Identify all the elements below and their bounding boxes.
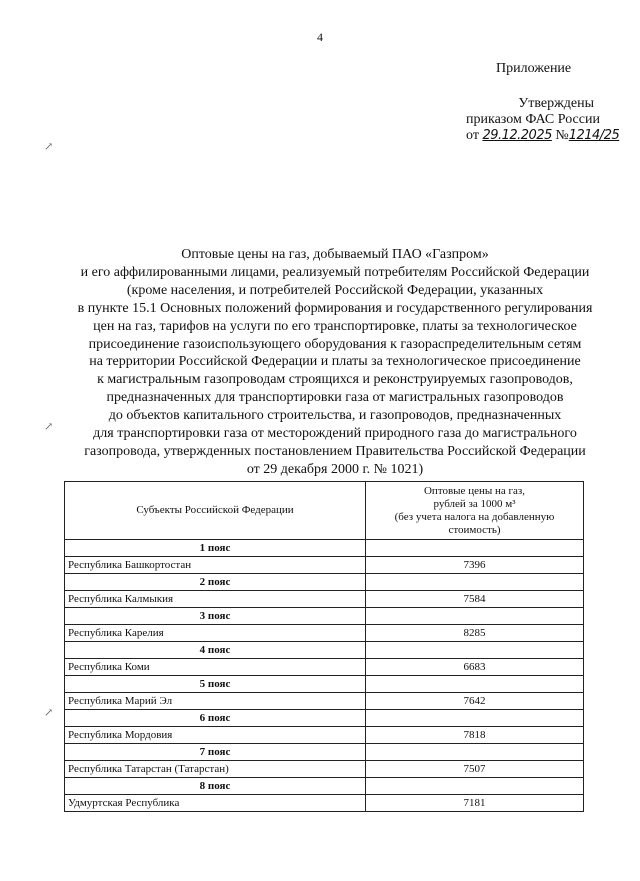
zone-row (65, 676, 584, 693)
title-line: цен на газ, тарифов на услуги по его транспортировке, платы за технологическое (93, 318, 577, 334)
table-row (65, 795, 584, 812)
region-cell: Республика Татарстан (Татарстан) (65, 761, 366, 778)
price-cell: 7507 (366, 761, 584, 778)
zone-row (65, 608, 584, 625)
zone-row (65, 540, 584, 557)
title-line: газопровода, утвержденных постановлением Правительства Российской Федерации (84, 443, 586, 459)
date-prefix: от (466, 128, 479, 143)
table-row (65, 625, 584, 642)
header-price-line: рублей за 1000 м³ (433, 497, 516, 510)
zone-label: 3 пояс (65, 608, 366, 625)
table-row (65, 727, 584, 744)
header-price-line: (без учета налога на добавленную (394, 510, 555, 523)
table-row (65, 761, 584, 778)
title-line: Оптовые цены на газ, добываемый ПАО «Газпром» (181, 247, 489, 262)
price-cell: 8285 (366, 625, 584, 642)
zone-label: 4 пояс (65, 642, 366, 659)
title-line: в пункте 15.1 Основных положений формирования и государственного регулирования (77, 300, 593, 316)
region-cell: Удмуртская Республика (65, 795, 366, 812)
title-line: для транспортировки газа от месторождений природного газа до магистрального (93, 426, 577, 442)
margin-mark-icon: ↗ (44, 141, 54, 153)
table-row (65, 557, 584, 574)
table-row (65, 659, 584, 676)
approval-line2: приказом ФАС России (466, 112, 600, 127)
price-cell: 7181 (366, 795, 584, 812)
approval-date-line (466, 128, 620, 144)
price-cell: 6683 (366, 659, 584, 676)
region-cell: Республика Карелия (65, 625, 366, 642)
page-number: 4 (317, 30, 323, 44)
zone-row (65, 744, 584, 761)
header-subject: Субъекты Российской Федерации (65, 482, 366, 540)
zone-row (65, 642, 584, 659)
price-cell: 7584 (366, 591, 584, 608)
title-line: к магистральным газопроводам строящихся и реконструируемых газопроводов, (97, 372, 573, 388)
zone-label: 6 пояс (65, 710, 366, 727)
title-line: на территории Российской Федерации и платы за технологическое присоединение (89, 354, 581, 370)
title-line: (кроме населения, и потребителей Российской Федерации, указанных (126, 282, 544, 298)
zone-label: 7 пояс (65, 744, 366, 761)
margin-mark-icon: ↗ (44, 707, 54, 719)
zone-row (65, 574, 584, 591)
table-row (65, 591, 584, 608)
header-price-line: стоимость) (448, 523, 501, 536)
number-prefix: № (555, 128, 569, 143)
title-line: до объектов капитального строительства, и газопроводов, предназначенных (108, 408, 562, 424)
zone-label: 8 пояс (65, 778, 366, 795)
title-line: от 29 декабря 2000 г. № 1021) (246, 461, 424, 477)
title-line: и его аффилированными лицами, реализуемый потребителям Российской Федерации (80, 264, 590, 280)
title-line: присоединение газоиспользующего оборудования к газораспределительным сетям (88, 336, 582, 352)
margin-mark-icon: ↗ (44, 421, 54, 433)
table-row (65, 693, 584, 710)
region-cell: Республика Калмыкия (65, 591, 366, 608)
header-price (366, 482, 584, 540)
region-cell: Республика Башкортостан (65, 557, 366, 574)
region-cell: Республика Коми (65, 659, 366, 676)
zone-row (65, 710, 584, 727)
document-title (40, 246, 630, 479)
handwritten-number: 1214/25 (568, 128, 620, 143)
title-line: предназначенных для транспортировки газа от магистральных газопроводов (106, 390, 564, 406)
price-cell: 7818 (366, 727, 584, 744)
zone-row (65, 778, 584, 795)
zone-label: 5 пояс (65, 676, 366, 693)
price-cell: 7642 (366, 693, 584, 710)
price-cell: 7396 (366, 557, 584, 574)
appendix-label: Приложение (496, 61, 572, 76)
approval-block (466, 96, 620, 144)
handwritten-date: 29.12.2025 (482, 128, 552, 143)
prices-table (64, 481, 584, 812)
region-cell: Республика Мордовия (65, 727, 366, 744)
zone-label: 2 пояс (65, 574, 366, 591)
region-cell: Республика Марий Эл (65, 693, 366, 710)
zone-label: 1 пояс (65, 540, 366, 557)
header-price-line: Оптовые цены на газ, (423, 484, 525, 497)
approval-line1: Утверждены (518, 96, 594, 111)
